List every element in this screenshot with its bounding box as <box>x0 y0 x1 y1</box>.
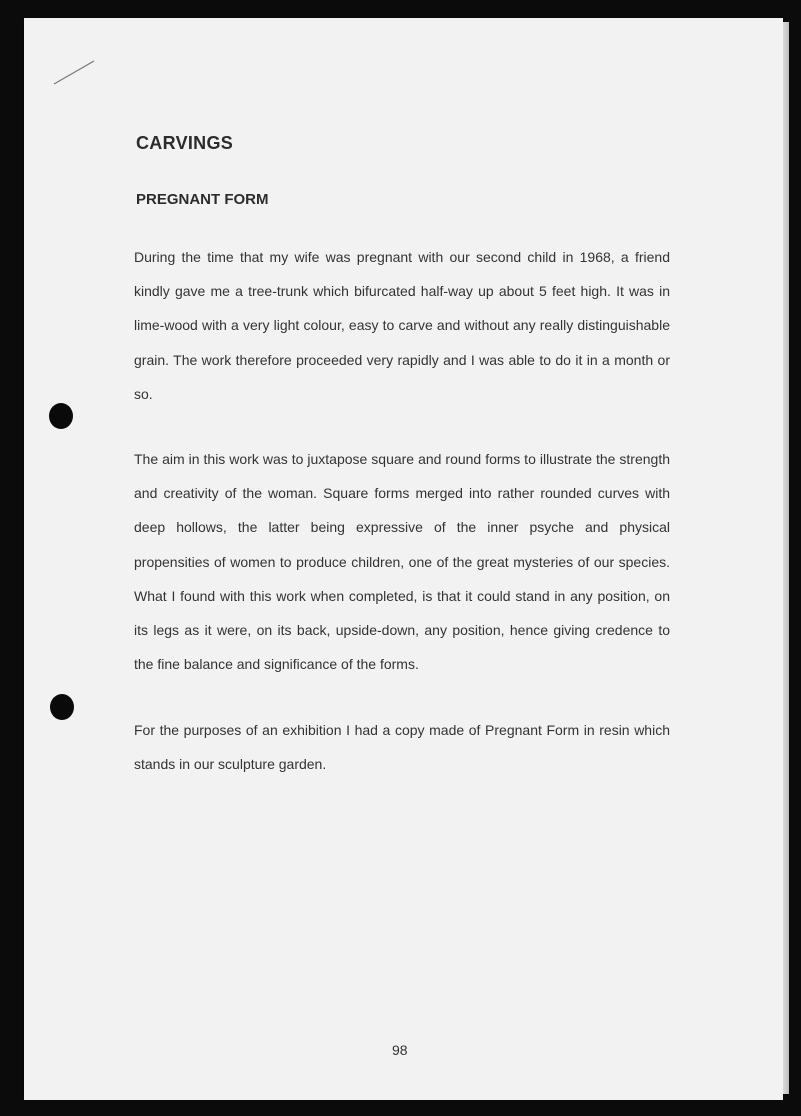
page-stack-edge <box>783 22 789 1094</box>
body-paragraph: During the time that my wife was pregnant with our second child in 1968, a friend kindly gave me a tree-trunk which bifurcated half-way up about 5 feet high. It was in lime-wood with a very light colour, easy to carve and without any really distinguishable grain. The work therefore proceeded very rapidly and I was able to do it in a month or so. <box>134 249 670 402</box>
body-paragraph: For the purposes of an exhibition I had a copy made of Pregnant Form in resin which stands in our sculpture garden. <box>134 722 670 773</box>
artwork-title: PREGNANT FORM <box>136 191 269 208</box>
section-heading: CARVINGS <box>136 133 234 153</box>
page-number: 98 <box>392 1042 408 1058</box>
body-paragraph: The aim in this work was to juxtapose square and round forms to illustrate the strength and creativity of the woman. Square forms merged into rather rounded curves with deep hollows, the latter being expressive of the inner psyche and physical propensities of women to produce children, one of the great mysteries of our species. What I found with this work when completed, is that it could stand in any position, on its legs as it were, on its back, upside-down, any position, hence giving credence to the fine balance and significance of the forms. <box>134 451 670 673</box>
punch-hole <box>50 694 74 720</box>
pen-stroke-mark <box>52 58 98 86</box>
punch-hole <box>49 403 73 429</box>
